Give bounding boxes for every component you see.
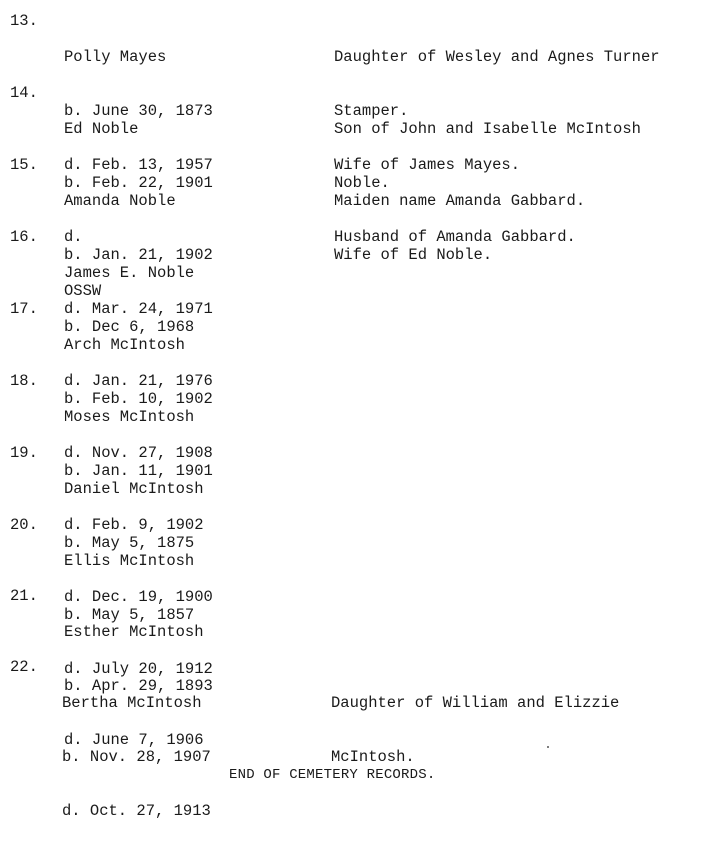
entry-born: b. June 30, 1873 [64, 102, 213, 120]
entry-note: Son of John and Isabelle McIntosh [334, 120, 641, 138]
scan-speck [547, 746, 549, 748]
end-of-records-footer: END OF CEMETERY RECORDS. [229, 767, 436, 783]
entry-number: 16. [10, 228, 38, 246]
entry-born: b. Dec 6, 1968 [64, 318, 195, 336]
entry-note: Stamper. [334, 102, 409, 120]
entry-name: James E. Noble [64, 264, 195, 282]
entry-born: b. Feb. 10, 1902 [64, 390, 213, 408]
entry-born: b. Jan. 11, 1901 [64, 462, 213, 480]
entry-number: 15. [10, 156, 38, 174]
entry-number: 17. [10, 300, 38, 318]
entry-note: McIntosh. [331, 748, 415, 766]
entry-note: Noble. [334, 174, 390, 192]
entry-name: Amanda Noble [64, 192, 176, 210]
entry-number: 14. [10, 84, 38, 102]
entry-number: 21. [10, 587, 38, 605]
entry-born: b. Apr. 29, 1893 [64, 677, 213, 695]
entry-died: d. Nov. 27, 1908 [64, 444, 213, 462]
entry-name: Moses McIntosh [64, 408, 195, 426]
entry-notes [334, 156, 585, 300]
entry-name: Ellis McIntosh [64, 552, 195, 570]
entry-name: Daniel McIntosh [64, 480, 204, 498]
entry-died: d. Jan. 21, 1976 [64, 372, 213, 390]
entry-note: Daughter of Wesley and Agnes Turner [334, 48, 660, 66]
entry-died: d. Feb. 9, 1902 [64, 516, 204, 534]
entry-born: b. May 5, 1875 [64, 534, 195, 552]
entry-note: Wife of Ed Noble. [334, 246, 493, 264]
entry-name: Polly Mayes [64, 48, 167, 66]
entry-note: Wife of James Mayes. [334, 156, 521, 174]
entry-born: b. Nov. 28, 1907 [62, 748, 211, 766]
entry-name: Esther McIntosh [64, 623, 204, 641]
entry-extra: OSSW [64, 282, 102, 300]
entry-name: Ed Noble [64, 120, 139, 138]
entry-number: 19. [10, 444, 38, 462]
entry-died: d. Oct. 27, 1913 [62, 802, 211, 820]
entry-note: Maiden name Amanda Gabbard. [334, 192, 586, 210]
entry-died: d. [64, 228, 83, 246]
entry-died: d. July 20, 1912 [64, 660, 213, 678]
entry-name: Bertha McIntosh [62, 694, 202, 712]
entry-note: Husband of Amanda Gabbard. [334, 228, 576, 246]
entry-born: b. May 5, 1857 [64, 606, 195, 624]
entry-died: d. June 7, 1906 [64, 731, 204, 749]
entry-details [62, 658, 211, 856]
entry-born: b. Jan. 21, 1902 [64, 246, 213, 264]
entry-name: Arch McIntosh [64, 336, 185, 354]
entry-died: d. Mar. 24, 1971 [64, 300, 213, 318]
entry-number: 18. [10, 372, 38, 390]
entry-born: b. Feb. 22, 1901 [64, 174, 213, 192]
entry-number: 22. [10, 658, 38, 676]
entry-died: d. Feb. 13, 1957 [64, 156, 213, 174]
entry-note: Daughter of William and Elizzie [331, 694, 620, 712]
entry-died: d. Dec. 19, 1900 [64, 588, 213, 606]
entry-number: 20. [10, 516, 38, 534]
entry-number: 13. [10, 12, 38, 30]
